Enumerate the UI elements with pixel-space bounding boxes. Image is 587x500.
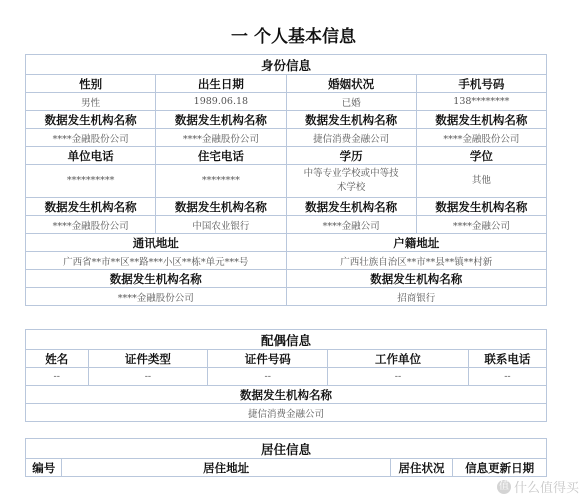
id-type-value: -- xyxy=(88,368,208,386)
employer-value: -- xyxy=(328,368,469,386)
spouse-name-header: 姓名 xyxy=(26,350,89,368)
work-phone-header: 单位电话 xyxy=(26,147,156,165)
spouse-name-value: -- xyxy=(26,368,89,386)
org-value: ****金融股份公司 xyxy=(156,129,286,147)
spouse-header-row xyxy=(26,350,547,368)
identity-table xyxy=(25,54,547,306)
residence-section-title: 居住信息 xyxy=(26,439,547,459)
birthdate-value: 1989.06.18 xyxy=(156,93,286,111)
org-value: ****金融公司 xyxy=(286,216,416,234)
org-value-row xyxy=(26,129,547,147)
watermark xyxy=(497,477,579,496)
spouse-value-row xyxy=(26,368,547,386)
org-header: 数据发生机构名称 xyxy=(286,270,547,288)
org-header: 数据发生机构名称 xyxy=(416,198,546,216)
address-header-row xyxy=(26,234,547,252)
org-header-row xyxy=(26,111,547,129)
residence-table xyxy=(25,438,547,477)
gender-value: 男性 xyxy=(26,93,156,111)
residence-status-header: 居住状况 xyxy=(390,459,453,477)
update-date-header: 信息更新日期 xyxy=(453,459,547,477)
org-value: ****金融公司 xyxy=(416,216,546,234)
contact-header-row xyxy=(26,147,547,165)
spouse-org-value-row xyxy=(26,404,547,422)
id-number-header: 证件号码 xyxy=(208,350,328,368)
residence-header-row xyxy=(26,459,547,477)
org-header: 数据发生机构名称 xyxy=(416,111,546,129)
contact-phone-value: -- xyxy=(468,368,546,386)
education-header: 学历 xyxy=(286,147,416,165)
org-value: ****金融股份公司 xyxy=(26,288,287,306)
org-header: 数据发生机构名称 xyxy=(26,198,156,216)
household-address-header: 户籍地址 xyxy=(286,234,547,252)
identity-header-row xyxy=(26,75,547,93)
household-address-value: 广西壮族自治区**市**县**镇**村新 xyxy=(286,252,547,270)
watermark-logo-icon: 值 xyxy=(498,480,509,492)
degree-value: 其他 xyxy=(416,165,546,198)
page-title: 一 个人基本信息 xyxy=(231,27,356,47)
home-phone-value: ******** xyxy=(156,165,286,198)
mobile-value: 138******** xyxy=(416,93,546,111)
org-header: 数据发生机构名称 xyxy=(26,270,287,288)
gender-header: 性别 xyxy=(26,75,156,93)
contact-phone-header: 联系电话 xyxy=(468,350,546,368)
org-value: 中国农业银行 xyxy=(156,216,286,234)
spouse-org-header-row xyxy=(26,386,547,404)
spouse-table xyxy=(25,329,547,422)
identity-section-title: 身份信息 xyxy=(26,55,547,75)
org-header: 数据发生机构名称 xyxy=(286,111,416,129)
work-phone-value: ********** xyxy=(26,165,156,198)
id-number-value: -- xyxy=(208,368,328,386)
org-value: ****金融股份公司 xyxy=(416,129,546,147)
residence-number-header: 编号 xyxy=(26,459,62,477)
org-value: 捷信消费金融公司 xyxy=(26,404,547,422)
org-header: 数据发生机构名称 xyxy=(26,386,547,404)
org-header: 数据发生机构名称 xyxy=(156,111,286,129)
identity-value-row xyxy=(26,93,547,111)
org-value: ****金融股份公司 xyxy=(26,129,156,147)
org-header-row xyxy=(26,198,547,216)
org-value: 捷信消费金融公司 xyxy=(286,129,416,147)
org-value: ****金融股份公司 xyxy=(26,216,156,234)
mailing-address-value: 广西省**市**区**路***小区**栋*单元***号 xyxy=(26,252,287,270)
org-header: 数据发生机构名称 xyxy=(26,111,156,129)
home-phone-header: 住宅电话 xyxy=(156,147,286,165)
birthdate-header: 出生日期 xyxy=(156,75,286,93)
org-header: 数据发生机构名称 xyxy=(286,198,416,216)
marital-status-header: 婚姻状况 xyxy=(286,75,416,93)
spouse-section-title: 配偶信息 xyxy=(26,330,547,350)
mailing-address-header: 通讯地址 xyxy=(26,234,287,252)
education-value: 中等专业学校或中等技术学校 xyxy=(286,165,416,198)
marital-status-value: 已婚 xyxy=(286,93,416,111)
org-value-row xyxy=(26,216,547,234)
org-value: 招商银行 xyxy=(286,288,547,306)
org-value-row xyxy=(26,288,547,306)
contact-value-row xyxy=(26,165,547,198)
residence-address-header: 居住地址 xyxy=(62,459,390,477)
org-header-row xyxy=(26,270,547,288)
degree-header: 学位 xyxy=(416,147,546,165)
watermark-text: 什么值得买 xyxy=(513,481,579,496)
mobile-header: 手机号码 xyxy=(416,75,546,93)
org-header: 数据发生机构名称 xyxy=(156,198,286,216)
id-type-header: 证件类型 xyxy=(88,350,208,368)
employer-header: 工作单位 xyxy=(328,350,469,368)
address-value-row xyxy=(26,252,547,270)
